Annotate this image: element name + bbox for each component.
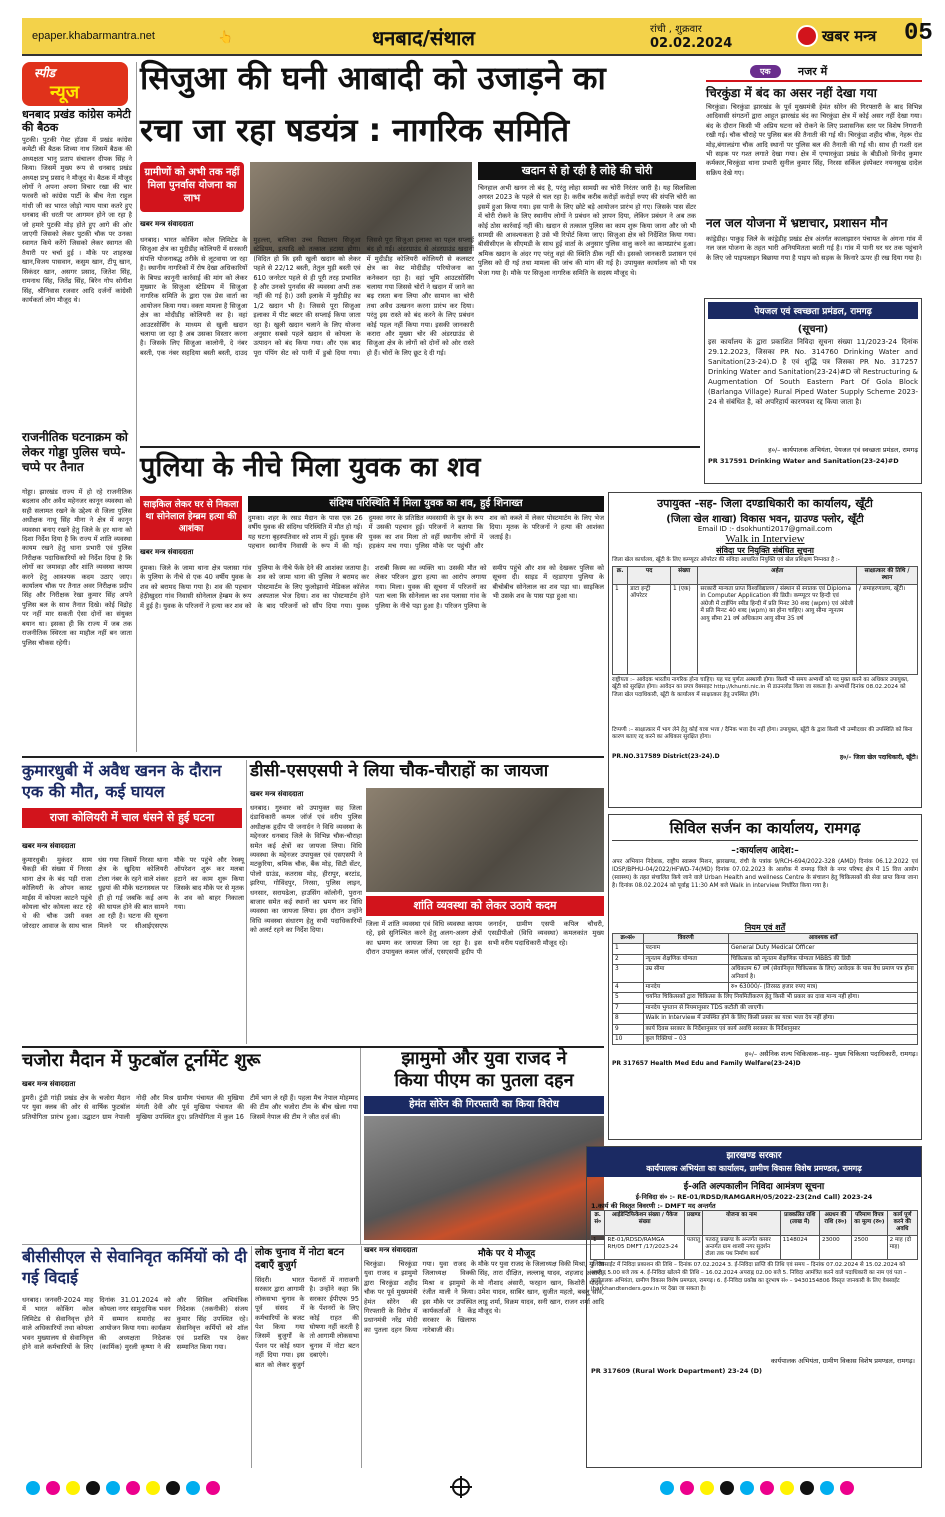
walk-in-sign: ह०/– जिला खेल पदाधिकारी, खूँटी। [839, 753, 918, 761]
civil-ad-table [612, 933, 918, 1045]
lead-byline: खबर मन्त्र संवाददाता [140, 220, 194, 228]
header-date: 02.02.2024 [650, 36, 733, 51]
lead-sub-body: चिनहाल अभी खनन तो बंद है, परंतु लोहा सामग्री का चोरी निरंतर जारी है। यह सिलसिला अगस्त 2023 के पहले से चल रहा है। करीब करीब करोड़ों करोड़ों रुपए की संपत्ति चोरी का इसमें हुआ किया गया। इस पानी के लिए छोटे बड़े आयोजन प्रारंभ हो गए। जिसके पास सेंटर में चोरी रोकने के लिए स्थानीय लोगों ने प्रबंधन को ज्ञापन दिया, लेकिन प्रबंधन ने अब तक कोई ठोस कार्रवाई नहीं की। खदान से तत्काल पुलिस का काम शुरू किया जाना और जो भी सामग्री की आवश्यकता है उसे भी रिपोर्ट किया जाए। सिजुआ क्षेत्र को निर्देशित किया गया। बीसीसीएल के सीएमडी के साथ हुई वार्ता के अनुसार पुलिस वालु करने का कामप्रारंभ हुआ। श्रमिक खदान के अंदर गए परंतु वहां की स्थिति ठीक नहीं थी। इसको जानकारी प्रशासन एवं पुलिस को दी गई तथा मामला की जांच की मांग की गई है। उपायुक्त कार्यालय को भी पत्र भेजा गया है। मौके पर सिजुआ नागरिक समिति के सदस्य मौजूद थे। [478, 184, 696, 277]
tender-ad-cell: 1 [591, 1235, 605, 1260]
civil-ad-cell: 7 [613, 1003, 644, 1013]
pulia-byline: खबर मन्त्र संवाददाता [140, 548, 194, 556]
civil-ad-row [613, 1003, 918, 1013]
tender-ad-cell: पतरातु प्रखण्ड के अन्तर्गत कसार अन्तर्गत ग्राम शास्त्री नगर सुदर्शन टोला तक पथ निर्माण कार्य [703, 1235, 780, 1260]
civil-ad-row [613, 965, 918, 983]
walk-in-table [612, 566, 918, 675]
walk-in-title: उपायुक्त -सह- जिला दण्डाधिकारी का कार्यालय, खूँटी [657, 497, 873, 510]
pwss-notice-subtitle: (सूचना) [797, 324, 829, 335]
kumardhubi-headline: कुमारधुबी में अवैध खनन के दौरान एक की मौत, कई घायल [22, 761, 222, 801]
walk-in-row-count: 1 (एक) [670, 584, 697, 674]
tender-ad-dept: 1.कार्य की विस्तृत विवरणी :- DMFT मद अन्तर्गत [591, 1202, 716, 1210]
lok-chunav-headline: लोक चुनाव में नोटा बटन दबाएँ बुजुर्ग [255, 1247, 345, 1271]
color-registration-strip-right [660, 1480, 922, 1500]
tender-ad-sign: कार्यपालक अभियंता, ग्रामीण विकास विशेष प्रमण्डल, रामगढ़। [770, 1357, 915, 1366]
walk-in-col-count: संख्या [670, 566, 697, 584]
civil-col-no: क्र०सं० [613, 934, 644, 944]
speed-news-logo-bottom: न्यूज [50, 82, 80, 103]
walk-in-row-post: डाटा इन्ट्री ऑपरेटर [628, 584, 671, 674]
pulia-sub-body: दुमका। शहर के रसड मैदान के पास एक 26 वर्षीय युवक की संदिग्ध परिस्थिति में मौत हो गई। यह घटना बृहस्पतिवार को शाम में हुई। युवक की पहचान स्थानीय निवासी के रूप में की गई। दुमका नगर के प्रतिष्ठित व्यवसायी के पुत्र के रूप में उसकी पहचान हुई। परिजनों ने बताया कि युवक का शव मिला तो वहीं स्थानीय लोगों में हड़कंप मच गया। पुलिस मौके पर पहुंची और शव को कब्जे में लेकर पोस्टमार्टम के लिए भेज दिया। मृतक के परिजनों ने हत्या की आशंका जताई है। [248, 514, 604, 551]
civil-ad-body: अपर अभियान निदेशक, राष्ट्रीय स्वास्थ्य मिशन, झारखण्ड, रांची के पत्रांक 9/RCH-694/2022-328 (AMD) दिनांक 06.12.2022 एवं IDSP/BPHU-04/2022/HFWD-74(MD) दिनांक 07.02.2023 के आलोक में रामगढ़ जिले के नगर परिषद क्षेत्र में 15 वित्त आयोग (स्वास्थ्य) के तहत संचालित किये जाने वाले Urban Health and wellness Centre के संचालन हेतु चिकित्सकों की सेवा प्राप्त किया जाना है। दिनांक 08.02.2024 को पूर्वाह्न 11:30 AM बजे Walk in interview निर्धारित किया गया है। [612, 859, 918, 889]
lead-sidebar-callout: ग्रामीणों को अभी तक नहीं मिला पुनर्वास योजना का लाभ [140, 162, 244, 212]
civil-ad-cell: General Duty Medical Officer [728, 944, 917, 954]
civil-ad-cell: कुल रिक्तियां – 03 [643, 1035, 918, 1045]
tender-ad-notes: 2. वेबसाईट में निविदा प्रकाशन की तिथि – दिनांक 07.02.2024 3. ई-निविदा प्राप्ति की तिथि एवं समय – दिनांक 07.02.2024 से 15.02.2024 को अपराह्न 5.00 बजे तक 4. ई-निविदा खोलने की तिथि – 16.02.2024 अपराह्न 02.00 बजे 5. निविदा आमंत्रित करने वाले पदाधिकारी का नाम एवं पता – कार्यपालक अभियंता, ग्रामीण विकास विशेष प्रमण्डल, रामगढ़। 6. ई-निविदा प्रकोष्ठ का दूरभाष सं० – 9430154806 विस्तृत जानकारी के लिए वेबसाईट jharkhandtenders.gov.in पर देखा जा सकता है। [591, 1262, 907, 1292]
tender-ad-title2: कार्यपालक अभियंता का कार्यालय, ग्रामीण विकास विशेष प्रमण्डल, रामगढ़ [587, 1162, 921, 1177]
bccl-headline: बीसीसीएल से सेवानिवृत कर्मियों को दी गई विदाई [22, 1247, 247, 1287]
ek-nazar-item2-title: नल जल योजना में भ्रष्टाचार, प्रशासन मौन [706, 216, 888, 230]
civil-ad-cell: Walk in Interview में उपस्थित होने के लिए किसी प्रकार का यात्रा भत्ता देय नहीं होगा। [643, 1014, 918, 1024]
civil-ad-cell: रु० 63000/- (तिरसठ हजार रुपए मात्र) [728, 983, 917, 993]
civil-ad-row [613, 1024, 918, 1034]
tender-ad-cell: 23000 [819, 1235, 851, 1260]
color-registration-strip-left [26, 1480, 286, 1500]
dsp-headline: डीसी-एसएसपी ने लिया चौक-चौराहों का जायजा [250, 761, 549, 781]
pulia-sub-banner-text: संदिग्ध परिस्थिति में मिला युवक का शव, हुई शिनाख्त [329, 498, 523, 509]
cursor-icon: 👆 [218, 30, 233, 44]
jhamumo-body: चिरकुंडा। चिरकुंडा युवा राजद व झामुमो द्वारा चिरकुंडा शहीद चौक पर पूर्व मुख्यमंत्री हेमंत सोरेन की गिरफ्तारी के विरोध में प्रधानमंत्री नरेंद्र मोदी का पुतला दहन किया गया। युवा राजद के जिलाध्यक्ष विक्की मिश्रा व झामुमो के रंजीत माली ने किया। इस मौके पर उपस्थित कार्यकर्ताओं ने केंद्र सरकार के खिलाफ नारेबाजी की। [364, 1260, 476, 1334]
walk-in-row-qual: सरकारी मान्यता प्राप्त विश्वविद्यालय / संस्थान से स्नातक एवं Diploma in Computer Application की डिग्री। कम्प्यूटर पर हिन्दी एवं अंग्रेजी में टाईपिंग स्पीड हिन्दी में प्रति मिनट 30 शब्द (wpm) एवं अंग्रेजी में प्रति मिनट 40 शब्द (wpm) का होना चाहिए। आयु सीमा न्यूनतम आयु सीमा 21 वर्ष अधिकतम आयु सीमा 35 वर्ष [698, 584, 857, 674]
tender-ad-table [590, 1210, 918, 1260]
jhamumo-presence-title: मौके पर ये मौजूद [478, 1249, 536, 1259]
kumardhubi-body: कुमारधुबी। मुकंदर साम चैकड़ी की संख्या में निरसा थाना क्षेत्र के बंद पड़ी राजा कोलियरी के ओपन कास्ट माईंस में कोयला काटने पहुंचे कोयला चोर कोयला काट रहे थे की चौक उसी वक्त जोरदार आवाज के साथ चाल धंस गया जिसमें निरसा थाना क्षेत्र के खुदिया कोलियरी टोला नंबर के रहने वाले शंकर धुइयां की मौके घटनास्थल पर ही हो गई जबकि कई अन्य की घायल होने की बात सामने आ रही है। घटना की सूचना मिलने पर सीआईएसएफ मौके पर पहुंचे और रेस्क्यू ऑपरेशन शुरू कर मलबा हटाने का काम शुरू किया जिसके बाद मौके पर से मृतक के शव को बाहर निकाला गया। [22, 856, 244, 930]
civil-ad-cell: 4 [613, 983, 644, 993]
jhamumo-photo [364, 1116, 604, 1240]
kumardhubi-byline: खबर मन्त्र संवाददाता [22, 842, 76, 850]
civil-surgeon-ad [608, 814, 922, 1140]
khabar-mantra-logo-icon [796, 25, 818, 47]
tender-ad-col: प्राक्कलित राशि (लाख में) [780, 1211, 819, 1236]
tender-ad-pr: PR 317609 (Rural Work Department) 23-24 (D) [591, 1367, 763, 1376]
tender-ad-col: परिमाण विपत्र का मूल्य (रु०) [852, 1211, 888, 1236]
jhamumo-banner-text: हेमंत सोरेन की गिरफ्तारी का किया विरोध [409, 1099, 559, 1110]
walk-in-row-place: / समाहरणालय, खूँटी। [857, 584, 918, 674]
chajora-body: डुमरी। टुंडी गांड़ी प्रखंड क्षेत्र के चजोरा मैदान पर युवा क्लब की ओर से वार्षिक फुटबॉल प्रतियोगिता प्रारंभ हुआ। उद्घाटन ग्राम नेपाली नोदी और मिश्र ग्रामीण पंचायत की मुखिया मंगती देवी और पूर्व मुखिया पंचायत की मुखिया उपस्थित हुए। प्रतियोगिता में कुल 16 टीमें भाग ले रही हैं। पहला मैच नेपाल मोहम्मद की टीम और चजोरा टीम के बीच खेला गया जिसमें नेपाल की टीम ने जीत दर्ज की। [22, 1094, 358, 1121]
ek-nazar-item2-body: कांड्रेडीह। पाकुड़ जिले के कांड्रेडीह प्रखंड क्षेत्र अंतर्गत कालाझारन पंचायत के अंगना गांव में नल जल योजना के तहत भारी अनियमितता बरती गई है। गांव में पानी घर घर तक पहुंचाने के लिए जो पाइपलाइन बिछाया गया है पाइप को सड़क के किनारे ऊपर ही रख दिया गया है। [706, 235, 922, 262]
civil-ad-cell: अधिकतम 67 वर्ष (सेवानिवृत्त चिकित्सक के लिए) आवेदक के पास वैध प्रमाण पत्र होना अनिवार्य है। [728, 965, 917, 983]
walk-in-col-post: पद [628, 566, 671, 584]
walk-in-col-no: क्र. [613, 566, 628, 584]
jhamumo-byline: खबर मन्त्र संवाददाता [364, 1246, 418, 1254]
civil-ad-row [613, 983, 918, 993]
pwss-notice-pr: PR 317591 Drinking Water and Sanitation(23-24)#D [708, 457, 899, 465]
walk-in-sub: संविदा पर नियुक्ति संबंधित सूचना [716, 546, 814, 555]
walk-in-tippani: टिप्पणी :– साक्षात्कार में भाग लेने हेतु कोई यात्रा भत्ता / दैनिक भत्ता देय नहीं होगा। उपायुक्त, खूँटी के द्वारा किसी भी उम्मीदवार की उपस्थिति को बिना कारण बताए रद्द करने का अधिकार सुरक्षित होगा। [612, 726, 913, 741]
walk-in-email: Email ID :- dsokhunti2017@gmail.com [697, 525, 833, 533]
tender-ad-cell: 1148024 [780, 1235, 819, 1260]
pulia-body: दुमका। जिले के जामा थाना क्षेत्र पलासा गांव के पुलिया के नीचे से एक 40 वर्षीय युवक के शव को बरामद किया गया है। शव की पहचान हेठ़ीखुदरा गांव निवासी सोनेलाल हेम्ब्रम के रूप में हुई है। युवक के परिजनों ने हत्या कर शव को पुलिया के नीचे फेंके देने की आशंका जताया है। शव को जामा थाना की पुलिस ने बरामद कर पोस्टमार्टम के लिए फुलोझानो मेडिकल कॉलेज अस्पताल भेज दिया। शव का पोस्टमार्टम होने के बाद परिजनों को सौंप दिया गया। युवक शराबी किस्म का व्यक्ति था। उसकी मौत को लेकर परिजन द्वारा हत्या का आरोप लगाया गया। मिला। युवक की सूचना में परिजनों का पता चला कि सोनेलाल का शव पलासा गांव के पुलिया के नीचे पड़ा हुआ है। परिजन पुलिया के समीप पहुंचे और शव को देखकर पुलिस को सूचना दी। साइड में रहडाएगा पुलिया के बीचोबीच सोनेलाल का शव पड़ा था। साइकिल भी उसके शव के पास पड़ा हुआ था। [140, 564, 604, 610]
tender-ad-cell: RE-01/RDSD/RAMGA RH/05 DMFT /17/2023-24 [605, 1235, 684, 1260]
dsp-banner [366, 896, 604, 916]
pwss-notice-title: पेयजल एवं स्वच्छता प्रमंडल, रामगढ़ [708, 302, 918, 319]
civil-ad-cell: मानदेय भुगतान से नियमानुसार TDS कटौती की जाएगी। [643, 1003, 918, 1013]
header-day: रांची , शुक्रवार [650, 24, 702, 35]
civil-ad-cell: 3 [613, 965, 644, 983]
chajora-byline: खबर मन्त्र संवाददाता [22, 1080, 76, 1088]
jhamumo-banner [364, 1096, 604, 1114]
tender-ad-col: आईडेन्टिफिकेशन संख्या / पैकेज संख्या [605, 1211, 684, 1236]
brand-name: खबर मन्त्र [822, 27, 877, 45]
ek-nazar-item1-body: चिरकुंडा। चिरकुंडा झारखंड के पूर्व मुख्यमंत्री हेमंत सोरेन की गिरफ्तारी के बाद विभिन्न आदिवासी संगठनों द्वारा आहूत झारखंड बंद का चिरकुंडा क्षेत्र में कोई असर नहीं देखा गया। बंद के दौरान किसी भी अप्रिय घटना को रोकने के लिए प्रशासनिक स्तर पर विशेष निगरानी रखी गई। चौक चौराहे पर पुलिस बल की तैनाती की गई थी। चिरकुंडा शहीद चौक, नेहरू रोड मोड़,बंगालडंगा चौक आदि स्थानों पर पुलिस बल की तैनाती की गई थी। साथ ही गश्ती दल भी सड़क पर गश्त लगाते देखा गया। क्षेत्र में एग्यारकुंडा प्रखंड के बीडीओ विनोद कुमार कर्मकार,चिरकुंडा थाना प्रभारी सुनील कुमार सिंह, निरसा सर्किल इंस्पेक्टर नयनसुख दादेल सक्रिय देखे गए। [706, 103, 922, 177]
speed-news-logo-top: स्पीड [34, 66, 56, 80]
civil-ad-row [613, 944, 918, 954]
walk-in-col-place: साक्षात्कार की तिथि / स्थान [857, 566, 918, 584]
speed-news-item2-body: गोड्डा। झारखंड राज्य में हो रहे राजनीतिक बदलाव और अवैध महेनजर कानून व्यवस्था को सही सलामत रखने के उद्देश्य से जिला पुलिस अधीक्षक नाथू सिंह मीना ने क्षेत्र में कानून व्यवस्था बनाए रखने हेतु जिले के हर थाना को दिशा निर्देश दिया है कि राज्य में शांति व्यवस्था कायम रखने हेतु थाना प्रभारी एवं पुलिस निरीक्षक पदाधिकारियों को निर्देश दिया है कि लोगों का जमावड़ा और शांति व्यवस्था कायम करने हेतु आवश्यक कदम उठाए जाए। कार्यालय चौक पर तैनात अवर निरीक्षक प्रदीप सिंह और निरीक्षक रेखा कुमार सिंह अपने पुलिस बल के साथ तैनात दिखे। कोई विद्रोह पर नहीं मार सकती ऐसा दोनों का संयुक्त बयान था। इसका ही कि राज्य में जब तक राजनीतिक स्थिरता का माहौल नहीं बन जाता पुलिस चौकस रहेगी। [22, 488, 132, 647]
civil-col-desc: विवरणी [643, 934, 728, 944]
pulia-sidebar-callout: साइकिल लेकर घर से निकला था सोनेलाल हेम्ब्रम हत्या की आशंका [140, 496, 242, 540]
tender-ad-col: क्र. सं० [591, 1211, 605, 1236]
pulia-sub-banner [248, 496, 604, 512]
dsp-banner-body: जिला में शांति व्यवस्था एवं विधि व्यवस्था कायम रहे, इसे सुनिश्चित करने हेतु अलग-अलग क्षेत्रों का भ्रमण कर जायजा लिया जा रहा है। इस दौरान उपायुक्त कमल जॉर्ज, एसएसपी हृदीप पी जनार्दन, ग्रामीण एसपी कपिल चौधरी, एसडीपीओ (विधि व्यवस्था) कमलकांत मुख्य सभी वरीय पदाधिकारी मौजूद रहे। [366, 920, 604, 957]
lead-sub-headline-text: खदान से हो रही है लोहे की चोरी [521, 164, 653, 177]
civil-ad-cell: चयनित चिकित्सकों द्वारा चिकित्सा के लिए नियमितीकरण हेतु किसी भी प्रकार का दावा मान्य नहीं होगा। [643, 993, 918, 1003]
civil-ad-cell: मानदेय [643, 983, 728, 993]
ek-nazar-item1-title: चिरकुंडा में बंद का असर नहीं देखा गया [706, 86, 877, 100]
walk-in-title2: (जिला खेल शाखा) विकास भवन, ग्राउण्ड फ्लोर, खूँटी [666, 514, 864, 525]
walk-in-label: Walk in Interview [725, 533, 805, 545]
civil-ad-rules-title: नियम एवं शर्तें [744, 923, 786, 932]
page-number: 05 [904, 20, 933, 47]
section-title: धनबाद/संथाल [372, 26, 475, 50]
civil-ad-row [613, 1014, 918, 1024]
civil-ad-cell: 1 [613, 944, 644, 954]
tender-ad-cell: पतरातु [684, 1235, 702, 1260]
walk-in-interview-ad [608, 492, 922, 808]
speed-news-item1-body: पुटकी। पुटकी गेस्ट हॉउस में प्रखंड कांग्रेस कमेटी की बैठक शिव्या नाथ जिसमें बैठक की अध्यक्षता भानु प्रताप संचालन दीपक सिंह ने किया। जिसमें मुख्य रूप से धनबाद प्रखंड अध्यक्ष प्रभु प्रसाद ने मौजूद थे। बैठक में मौजूद लोगों ने अपना अपना विचार रखा की चार फरवरी को कांग्रेस पार्टी के बीच नेता राहुल गांधी जी का भारत जोड़ो न्याय यात्रा कतरे हुए धनबाद की धरती पर आगमन होने जा रहा है जो हमारे पुटकी मोड़ होते हुए आगे की ओर जाएगी जिसको लेकर पुटकी चौक पर उनका स्वागत किये करेंगे जिसको लेकर स्वागत की तैयारी पर चर्चा हुई । मौके पर शाहरुख खान,विजय पासवान, कसुम खान, टीपू खान, सिकंदर खान, असगर प्रसाद, जितेश सिंह, रामनाथ सिंह, जितेंद्र सिंह, बिरेन गोप सोगीश सिंह, श्रीनिवास रजवार आदि दर्जनों कांग्रेसी कार्यकर्ता लोग मौजूद थे। [22, 136, 132, 304]
kumardhubi-banner: राजा कोलियरी में चाल धंसने से हुई घटना [22, 808, 242, 828]
civil-ad-cell: 10 [613, 1035, 644, 1045]
civil-ad-row [613, 1035, 918, 1045]
tender-ad-sub: ई-अति अल्पकालीन निविदा आमंत्रण सूचना [683, 1182, 825, 1192]
jhamumo-headline-1: झामुमो और युवा राजद ने [401, 1048, 567, 1069]
civil-ad-cell: न्यूनतम शैक्षणिक योग्यता [643, 954, 728, 964]
dsp-body: धनबाद। गुरुवार को उपायुक्त सह जिला दंडाधिकारी कमल जॉर्ज एवं वरीय पुलिस अधीक्षक हृदीप पी जनार्दन ने विधि व्यवस्था के मद्देनजर धनबाद जिले के विभिन्न चौक-चौराहा समेत कई क्षेत्रों का जायजा लिया। विधि व्यवस्था के मद्देनजर उपायुक्त एवं एसएसपी ने मटकुरिया, श्रमिक चौक, बैंक मोड़, सिटी सेंटर, पोलो ग्राउंड, कतरास मोड़, हीरापुर, बरटांड, झरिया, गोविंदपुर, निरसा, पुलिस लाइन, धनसार, सरायढेला, हाउसिंग कॉलोनी, पुराना बाजार समेत कई स्थानों का भ्रमण कर विधि व्यवस्था का जायजा लिया। इस दौरान उन्होंने विधि व्यवस्था संधारण हेतु सभी पदाधिकारियों को अलर्ट रहने का निर्देश दिया। [250, 804, 362, 935]
page-header [22, 18, 933, 56]
civil-ad-pr: PR 317657 Health Med Edu and Family Welfare(23-24)D [612, 1060, 801, 1068]
civil-ad-row [613, 954, 918, 964]
tender-ad-title: झारखण्ड सरकार [587, 1147, 921, 1162]
lead-sub-headline [478, 162, 696, 180]
speed-news-item1-title: धनबाद प्रखंड कांग्रेस कमेटी की बैठक [22, 108, 131, 134]
jhamumo-headline-2: किया पीएम का पुतला दहन [394, 1070, 574, 1091]
pwss-notice-sign: ह०/– कार्यपालक अभियंता, पेयजल एवं स्वच्छता प्रमंडल, रामगढ़ [768, 446, 918, 454]
tender-ad-col: अग्रधन की राशि (रु०) [819, 1211, 851, 1236]
tender-ad-cell: 2 माह (दो माह) [887, 1235, 917, 1260]
epaper-url[interactable]: epaper.khabarmantra.net [32, 30, 155, 42]
civil-ad-cell: पदनाम [643, 944, 728, 954]
rural-tender-ad [586, 1146, 922, 1468]
pwss-notice-ad [704, 298, 922, 484]
bccl-body: धनबाद। जनवरी-2024 माह में भारत कोकिंग कोल लिमिटेड से सेवानिवृत्त होने वाले अधिकारियों तथा कोयला भवन मुख्यालय से सेवानिवृत्त होने वाले कर्मचारियों के लिए दिनांक 31.01.2024 को कोयला नगर सामुदायिक भवन में सम्मान समारोह का आयोजन किया गया। कार्यक्रम की अध्यक्षता निदेशक (कार्मिक) मुरली कृष्णा ने की और सिविल अभियंत्रिक निदेशक (तकनीकी) संजय कुमार सिंह उपस्थित रहे। सेवानिवृत्त कर्मियों को शॉल एवं प्रशस्ति पत्र देकर सम्मानित किया गया। [22, 1296, 248, 1352]
civil-ad-cell: 8 [613, 1014, 644, 1024]
civil-ad-cell: कार्य दिवस सरकार के निर्देशानुसार एवं कार्य अवधि सरकार के निर्देशानुसार [643, 1024, 918, 1034]
dsp-photo [366, 788, 604, 892]
civil-ad-cell: चिकित्सक को न्यूनतम शैक्षणिक योग्यता MBBS की डिग्री [728, 954, 917, 964]
dsp-byline: खबर मन्त्र संवाददाता [250, 790, 304, 798]
speed-news-logo [22, 62, 128, 106]
pwss-notice-body: इस कार्यालय के द्वारा प्रकाशित निविदा सूचना संख्या 11/2023-24 दिनांक 29.12.2023, जिसका PR No. 314760 Drinking Water and Sanitation(23-24).D है एवं शुद्धि पत्र जिसका PR No. 317257 Drinking Water and Sanitation(23-24)#D जो Restructuring & Augmentation Of South Eastern Part Of Gola Block (Barlanga Village) Rural Piped Water Supply Scheme 2023-24 से संबंधित है, को अपरिहार्य कारणवश रद्द किया जाता है। [708, 338, 918, 406]
walk-in-row-no: 1 [613, 584, 628, 674]
civil-col-cond: आवश्यक शर्तें [728, 934, 917, 944]
ek-nazar-tag: एक [750, 65, 781, 78]
civil-ad-row [613, 993, 918, 1003]
pulia-headline: पुलिया के नीचे मिला युवक का शव [140, 452, 481, 483]
ek-nazar-label: नजर में [798, 65, 828, 78]
chajora-headline: चजोरा मैदान में फुटबॉल टूर्नामेंट शुरू [22, 1050, 261, 1071]
lead-headline-2: रचा जा रहा षडयंत्र : नागरिक समिति [140, 111, 570, 149]
civil-ad-cell: 2 [613, 954, 644, 964]
lead-body: धनबाद। भारत कोकिंग कोल लिमिटेड के सिजुआ क्षेत्र का मुदीडीह कोलियरी में सरकारी संपत्ति योजनाबद्ध तरीके से लूटवाया जा रहा है। स्थानीय नागरिकों में रोष देखा अधिकारियों के बिफ्ड कानूनी कार्रवाई की मांग को लेकर मुख्यार के सिजुआ स्टेडियम में सिजुआ नागरिक समिति के द्वारा एक प्रेस वार्ता का आयोजन किया गया। वक्ता मामला है सिजुआ क्षेत्र का मोदीडीह कोलियरी का है। वहां आउटसोर्सिंग के माध्यम से खुली खदान चलाया जा रहा है अब उसका विस्तार करना है। जिसके लिए सिजुआ कालोनी, दे नंबर बस्ती, एक नंबर सहदिया बस्ती बस्ती, दाउद मुहल्ला, बालिका उच्च विद्यालय सिजुआ स्टेडियम, इत्यादि को तत्काल हटाया होगा। (विदित हो कि इसी खुली खदान को लेकर पहले से 22/12 बस्ती, तेतुल मुड़ी बस्ती एवं 610 जनरेटर पहले से ही पूरी तरह प्रभावित है और उनको पुनर्वास की व्यवस्था अभी तक नहीं की गई है।) उसी इलाके में मुदीडीह का 1/2 खदान भी है। जिससे पूरा सिजुआ इलाका में पीट बस्टर की सप्लाई किया जाता रहा है। खुली खदान चलाने के लिए योजना अनुसार सबसे पहले खदान से कोयला के उत्पादन को बंद किया गया। और एक बाद पूरा पंपिंग सेट को पानी में डुबो दिया गया। जिससे पूरा सिजुआ इलाका का पहल सप्लाई बंद हो गई। अंडरग्राउंड से अंडरग्राउंड खदानों में मुदीडीह कोलियरी कोलियरी से कलस्टर क्षेत्र का वेस्ट मोदीडीह परियोजना का कनेक्शन रहा है। वहां भूमि आउटसोर्सिंग चलाया गया जिससे चोरों ने खदान में जाने का बढ़ रास्ता बना लिया और सामान का चोरी तथा अवैध उत्खनन करना प्रारंभ कर दिया। परंतु इस रास्ते को बंद करने के लिए प्रबंधन कोई पहल नहीं किया गया। इसकी जानकारी करारा और मुख्या चोर की अंडरग्राउंड से सिजुआ क्षेत्र के लोगों को दोनों को ओर रास्ते हो हैं। चोरों के लिए छूट दे दी गई। [140, 236, 474, 357]
tender-ad-col: योजना का नाम [703, 1211, 780, 1236]
civil-ad-cell: उम्र सीमा [643, 965, 728, 983]
tender-ad-cell: 2500 [852, 1235, 888, 1260]
civil-ad-cell: 9 [613, 1024, 644, 1034]
civil-ad-title: सिविल सर्जन का कार्यालय, रामगढ़ [612, 818, 918, 841]
registration-mark-icon [452, 1478, 470, 1496]
walk-in-notes: राष्ट्रीयता :– आवेदक भारतीय नागरिक होना चाहिए। यह पद पूर्णतः अस्थायी होगा। किसी भी समय अभ्यर्थी को पद मुक्त करने का अधिकार उपायुक्त, खूँटी को सुरक्षित होगा। आवेदन का प्रपत्र वेबसाइट http://khunti.nic.in से डाउनलोड किया जा सकता है। अभ्यर्थी दिनांक 08.02.2024 को जिला खेल पदाधिकारी, खूँटी के कार्यालय में साक्षात्कार हेतु उपस्थित होंगे। [612, 676, 909, 698]
dsp-banner-text: शांति व्यवस्था को लेकर उठाये कदम [413, 899, 557, 912]
jhamumo-presence-body: मौके पर युवा राजद के जिलाध्यक्ष विकी मिश्रा, मुनिता सिंह, तारा दीक्षित, लल्लाबू यादव, शहजाद अंसारी, मो नौशाद अंसारी, फरहान खान, किशोरी यादव, उमेश यादव, साबिर खान, सुजीत महतो, बबलू साव, लाडू शर्मा, विक्रम यादव, सनी खान, राजन शर्मा आदि मौजूद थे। [478, 1260, 604, 1316]
walk-in-intro: जिला खेल कार्यालय, खूँटी के लिए कम्प्यूटर ऑपरेटर की संविदा आधारित नियुक्ति एवं खेल प्रशिक्षण निम्नवत है :- [612, 557, 840, 563]
ek-nazar-header [706, 62, 922, 82]
tender-ad-col: कार्य पूर्ण करने की अवधि [887, 1211, 917, 1236]
speed-news-item2-title: राजनीतिक घटनाक्रम को लेकर गोड्डा पुलिस चप्पे-चप्पे पर तैनात [22, 430, 128, 474]
walk-in-col-qual: अर्हता [698, 566, 857, 584]
tender-ad-col: प्रखण्ड [684, 1211, 702, 1236]
lead-headline-1: सिजुआ की घनी आबादी को उजाड़ने का [140, 59, 606, 97]
civil-ad-sign: ह०/– असैनिक शल्य चिकित्सक–सह– मुख्य चिकित्सा पदाधिकारी, रामगढ़। [744, 1050, 918, 1059]
walk-in-pr: PR.NO.317589 District(23-24).D [612, 752, 720, 760]
civil-ad-cell: 5 [613, 993, 644, 1003]
tender-ad-ref: ई-निविदा सं० :- RE-01/RDSD/RAMGARH/05/2022-23(2nd Call) 2023-24 [635, 1193, 873, 1201]
civil-ad-sub: –:कार्यालय आदेश:– [731, 846, 799, 856]
lok-chunav-body: सिंदरी। भारत सरकार द्वारा आगामी लोकसभा चुनाव के पूर्व संसद में कर्मचारियों के बजट पेश किया गया जिसमें बुजुर्गों के पेंशन पर कोई ध्यान नहीं दिया गया। इस बात को लेकर बुजुर्ग पेंशनरों में नाराजगी है। उन्होंने कहा कि सरकार ईपीएफ 95 के पेंशनरों के लिए कोई राहत की घोषणा नहीं करती है तो आगामी लोकसभा चुनाव में नोटा बटन दबाएंगे। [255, 1276, 360, 1369]
